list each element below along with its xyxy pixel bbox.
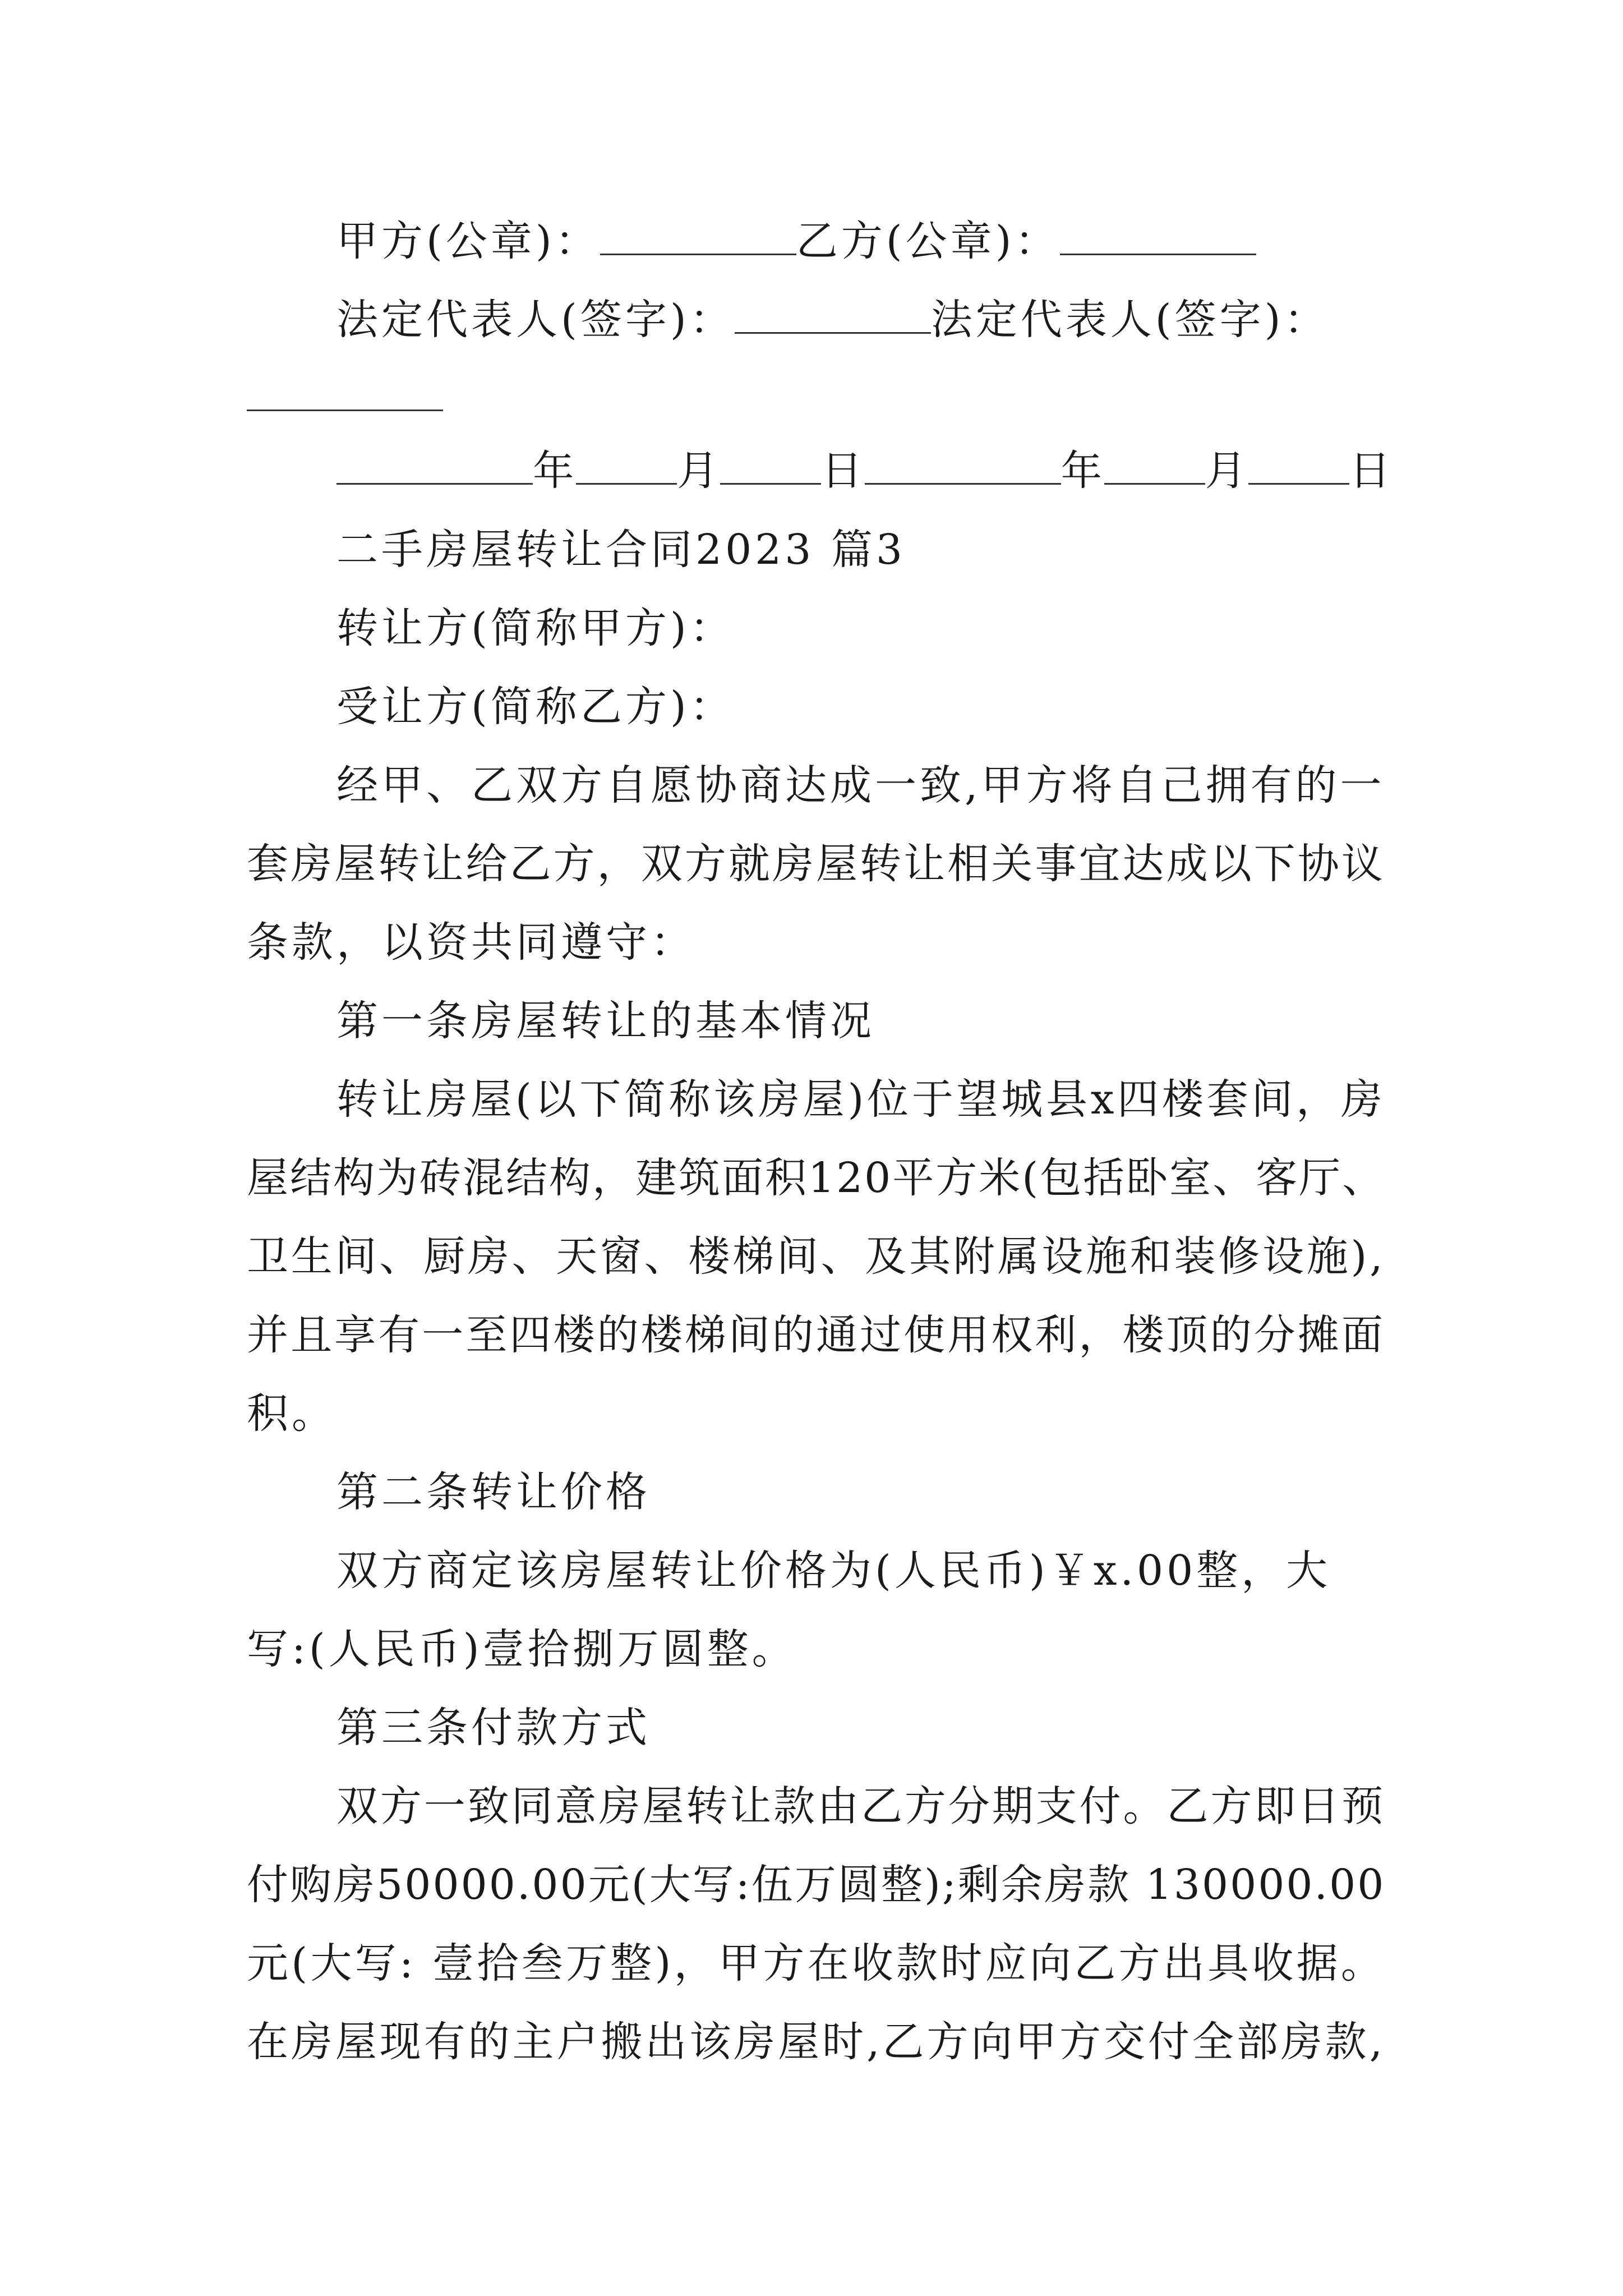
month-a-blank (576, 450, 677, 485)
article-1-line-1: 转让房屋(以下简称该房屋)位于望城县x四楼套间，房 (336, 1075, 1386, 1124)
month-a-label: 月 (677, 447, 721, 495)
article-2-line-2: 写:(人民币)壹拾捌万圆整。 (247, 1625, 797, 1673)
intro-line-1: 经甲、乙双方自愿协商达成一致,甲方将自己拥有的一 (336, 761, 1385, 809)
transferee-label: 受让方(简称乙方)： (336, 683, 735, 731)
article-2-title: 第二条转让价格 (336, 1468, 651, 1516)
article-3-title: 第三条付款方式 (336, 1704, 651, 1752)
year-a-label: 年 (533, 447, 577, 495)
intro-line-3: 条款，以资共同遵守： (247, 918, 695, 967)
article-1-title: 第一条房屋转让的基本情况 (336, 997, 875, 1045)
section-heading: 二手房屋转让合同2023 篇3 (336, 526, 906, 574)
day-a-label: 日 (821, 447, 865, 495)
article-2-line-1: 双方商定该房屋转让价格为(人民币)￥x.00整，大 (336, 1547, 1331, 1595)
article-1-line-4: 并且享有一至四楼的楼梯间的通过使用权利，楼顶的分摊面 (247, 1311, 1385, 1359)
year-b-blank (865, 450, 1061, 485)
day-b-label: 日 (1349, 447, 1393, 495)
rep-a-blank (735, 300, 931, 334)
rep-b-label: 法定代表人(签字)： (930, 296, 1329, 344)
article-3-line-3: 元(大写: 壹拾叁万整)，甲方在收款时应向乙方出具收据。 (247, 1939, 1386, 1987)
article-1-line-5: 积。 (247, 1389, 336, 1438)
article-1-line-2: 屋结构为砖混结构，建筑面积120平方米(包括卧室、客厅、 (247, 1154, 1386, 1202)
day-b-blank (1248, 450, 1349, 485)
day-a-blank (720, 450, 821, 485)
month-b-blank (1104, 450, 1205, 485)
representative-line (336, 292, 1329, 348)
year-a-blank (336, 450, 533, 485)
year-b-label: 年 (1061, 447, 1104, 495)
article-3-line-4: 在房屋现有的主户搬出该房屋时,乙方向甲方交付全部房款, (247, 2018, 1386, 2066)
rep-a-label: 法定代表人(签字)： (336, 296, 735, 344)
month-b-label: 月 (1205, 447, 1248, 495)
article-1-line-3: 卫生间、厨房、天窗、楼梯间、及其附属设施和装修设施), (247, 1232, 1386, 1281)
date-line (336, 443, 1393, 499)
intro-line-2: 套房屋转让给乙方，双方就房屋转让相关事宜达成以下协议 (247, 840, 1385, 888)
rep-b-blank (247, 409, 443, 411)
seal-line (336, 213, 1256, 269)
transferor-label: 转让方(简称甲方)： (336, 604, 735, 652)
party-a-seal-blank (600, 221, 796, 255)
party-a-seal-label: 甲方(公章)： (336, 217, 600, 265)
party-b-seal-blank (1060, 221, 1256, 255)
article-3-line-2: 付购房50000.00元(大写:伍万圆整);剩余房款 130000.00 (247, 1861, 1386, 1909)
party-b-seal-label: 乙方(公章)： (796, 217, 1060, 265)
article-3-line-1: 双方一致同意房屋转让款由乙方分期支付。乙方即日预 (336, 1782, 1385, 1830)
